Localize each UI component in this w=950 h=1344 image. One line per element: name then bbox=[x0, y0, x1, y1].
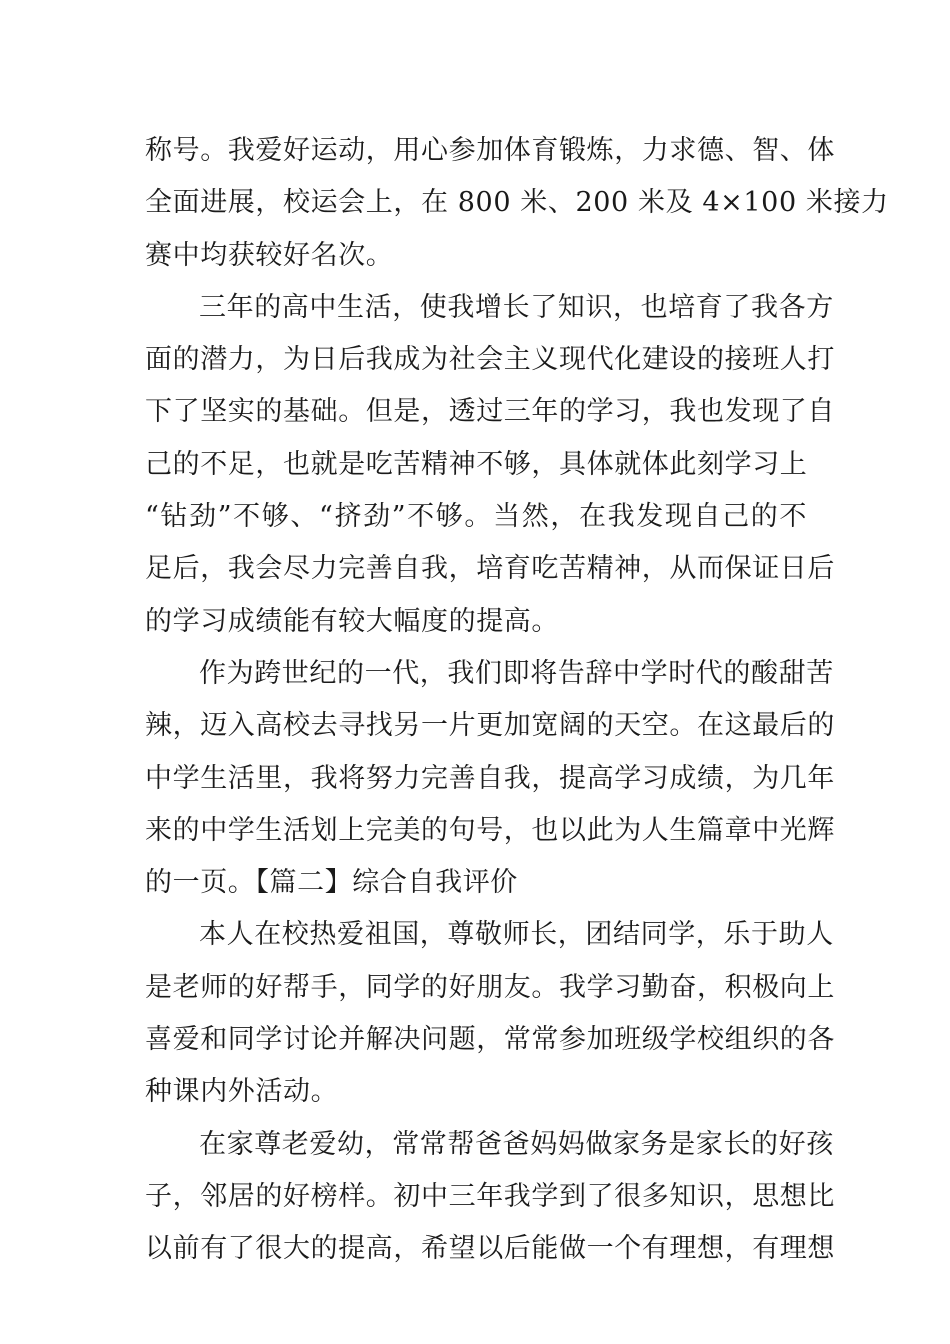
text-line: 足后，我会尽力完善自我，培育吃苦精神，从而保证日后 bbox=[145, 553, 835, 585]
text-line: 来的中学生活划上完美的句号，也以此为人生篇章中光辉 bbox=[145, 814, 835, 846]
paragraph-first-line: 在家尊老爱幼，常常帮爸爸妈妈做家务是家长的好孩 bbox=[199, 1128, 834, 1160]
text-line: 己的不足，也就是吃苦精神不够，具体就体此刻学习上 bbox=[145, 448, 808, 480]
paragraph-first-line: 作为跨世纪的一代，我们即将告辞中学时代的酸甜苦 bbox=[199, 657, 834, 689]
text-line: 下了坚实的基础。但是，透过三年的学习，我也发现了自 bbox=[145, 396, 835, 428]
text-line: 种课内外活动。 bbox=[145, 1076, 339, 1108]
paragraph-first-line: 本人在校热爱祖国，尊敬师长，团结同学，乐于助人 bbox=[199, 919, 834, 951]
document-body bbox=[145, 125, 889, 1276]
text-line: 是老师的好帮手，同学的好朋友。我学习勤奋，积极向上 bbox=[145, 971, 835, 1003]
text-line: 称号。我爱好运动，用心参加体育锻炼，力求德、智、体 bbox=[145, 135, 835, 166]
text-line: 喜爱和同学讨论并解决问题，常常参加班级学校组织的各 bbox=[145, 1024, 835, 1056]
text-line: 辣，迈入高校去寻找另一片更加宽阔的天空。在这最后的 bbox=[145, 710, 835, 742]
text-line: 面的潜力，为日后我成为社会主义现代化建设的接班人打 bbox=[145, 344, 835, 376]
text-line: 赛中均获较好名次。 bbox=[145, 239, 394, 271]
text-line: 的一页。【篇二】综合自我评价 bbox=[145, 867, 518, 899]
text-line: 中学生活里，我将努力完善自我，提高学习成绩，为几年 bbox=[145, 762, 835, 794]
text-line: 的学习成绩能有较大幅度的提高。 bbox=[145, 605, 559, 637]
text-line: 全面进展，校运会上，在 800 米、200 米及 4×100 米接力 bbox=[145, 187, 889, 219]
text-line: 子，邻居的好榜样。初中三年我学到了很多知识，思想比 bbox=[145, 1180, 835, 1212]
text-line: 以前有了很大的提高，希望以后能做一个有理想，有理想 bbox=[145, 1233, 835, 1265]
paragraph-first-line: 三年的高中生活，使我增长了知识，也培育了我各方 bbox=[199, 291, 834, 323]
text-line: “钻劲”不够、“挤劲”不够。当然，在我发现自己的不 bbox=[145, 501, 807, 533]
